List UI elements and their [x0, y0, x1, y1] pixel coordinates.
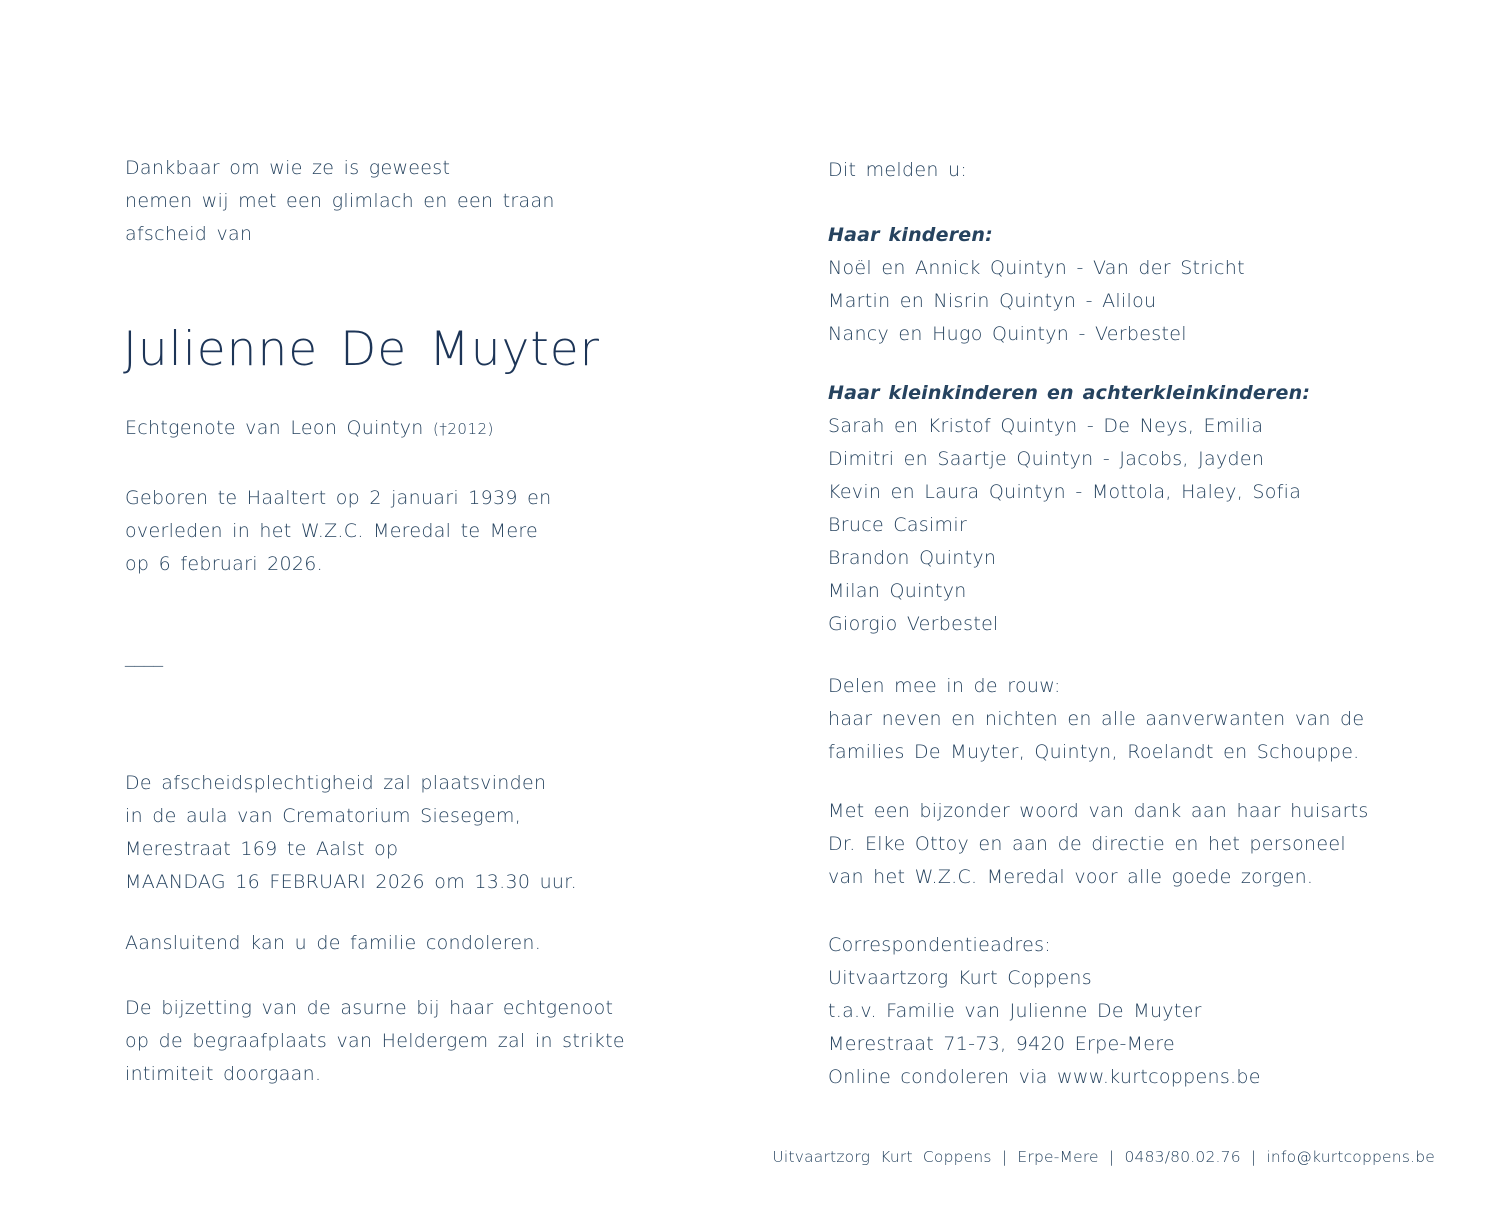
mourning-line: families De Muyter, Quintyn, Roelandt en Schouppe. — [828, 741, 1360, 763]
birth-death-line: overleden in het W.Z.C. Meredal te Mere — [125, 520, 539, 542]
deceased-name: Julienne De Muyter — [123, 322, 600, 377]
mourning-line: haar neven en nichten en alle aanverwanten van de — [828, 708, 1365, 730]
mourning-line: Delen mee in de rouw: — [828, 675, 1061, 697]
children-header: Haar kinderen: — [828, 224, 993, 246]
ceremony-line: MAANDAG 16 FEBRUARI 2026 om 13.30 uur. — [125, 871, 577, 893]
mourning-text — [828, 670, 1364, 769]
child-name: Noël en Annick Quintyn - Van der Stricht — [828, 257, 1245, 279]
ceremony-text — [125, 767, 577, 899]
correspondence-line: Correspondentieadres: — [828, 934, 1052, 956]
announcement-line: Dit melden u: — [828, 159, 968, 181]
correspondence-text — [828, 929, 1261, 1094]
children-section — [828, 219, 1245, 351]
thanks-text — [828, 795, 1369, 894]
spouse-death-year: (†2012) — [433, 420, 494, 438]
birth-death-line: Geboren te Haaltert op 2 januari 1939 en — [125, 487, 552, 509]
correspondence-line: Online condoleren via www.kurtcoppens.be — [828, 1066, 1261, 1088]
grandchild-name: Milan Quintyn — [828, 580, 967, 602]
correspondence-line: Merestraat 71-73, 9420 Erpe-Mere — [828, 1033, 1175, 1055]
grandchild-name: Sarah en Kristof Quintyn - De Neys, Emilia — [828, 415, 1264, 437]
burial-line: op de begraafplaats van Heldergem zal in strikte — [125, 1030, 625, 1052]
correspondence-line: Uitvaartzorg Kurt Coppens — [828, 967, 1092, 989]
thanks-line: Dr. Elke Ottoy en aan de directie en het personeel — [828, 833, 1346, 855]
footer-contact-line: Uitvaartzorg Kurt Coppens | Erpe-Mere | 0483/80.02.76 | info@kurtcoppens.be — [772, 1148, 1435, 1166]
grandchild-name: Kevin en Laura Quintyn - Mottola, Haley, Sofia — [828, 481, 1302, 503]
birth-death-line: op 6 februari 2026. — [125, 553, 324, 575]
intro-line: nemen wij met een glimlach en een traan — [125, 190, 555, 212]
grandchild-name: Dimitri en Saartje Quintyn - Jacobs, Jayden — [828, 448, 1265, 470]
correspondence-line: t.a.v. Familie van Julienne De Muyter — [828, 1000, 1202, 1022]
ceremony-line: De afscheidsplechtigheid zal plaatsvinden — [125, 772, 547, 794]
divider: ____ — [125, 645, 163, 667]
grandchild-name: Bruce Casimir — [828, 514, 968, 536]
grandchildren-section — [828, 377, 1310, 641]
thanks-line: Met een bijzonder woord van dank aan haar huisarts — [828, 800, 1369, 822]
ceremony-line: Merestraat 169 te Aalst op — [125, 838, 399, 860]
child-name: Martin en Nisrin Quintyn - Alilou — [828, 290, 1157, 312]
spouse-line — [125, 412, 494, 446]
condolence-text: Aansluitend kan u de familie condoleren. — [125, 932, 542, 954]
child-name: Nancy en Hugo Quintyn - Verbestel — [828, 323, 1187, 345]
intro-line: Dankbaar om wie ze is geweest — [125, 157, 451, 179]
ceremony-line: in de aula van Crematorium Siesegem, — [125, 805, 522, 827]
intro-text — [125, 152, 555, 251]
burial-line: intimiteit doorgaan. — [125, 1063, 322, 1085]
grandchildren-header: Haar kleinkinderen en achterkleinkinderen: — [828, 382, 1311, 404]
grandchild-name: Giorgio Verbestel — [828, 613, 999, 635]
burial-line: De bijzetting van de asurne bij haar echtgenoot — [125, 997, 614, 1019]
grandchild-name: Brandon Quintyn — [828, 547, 997, 569]
spouse-text: Echtgenote van Leon Quintyn — [125, 417, 424, 439]
thanks-line: van het W.Z.C. Meredal voor alle goede zorgen. — [828, 866, 1314, 888]
intro-line: afscheid van — [125, 223, 253, 245]
birth-death-text — [125, 482, 552, 581]
burial-text — [125, 992, 625, 1091]
